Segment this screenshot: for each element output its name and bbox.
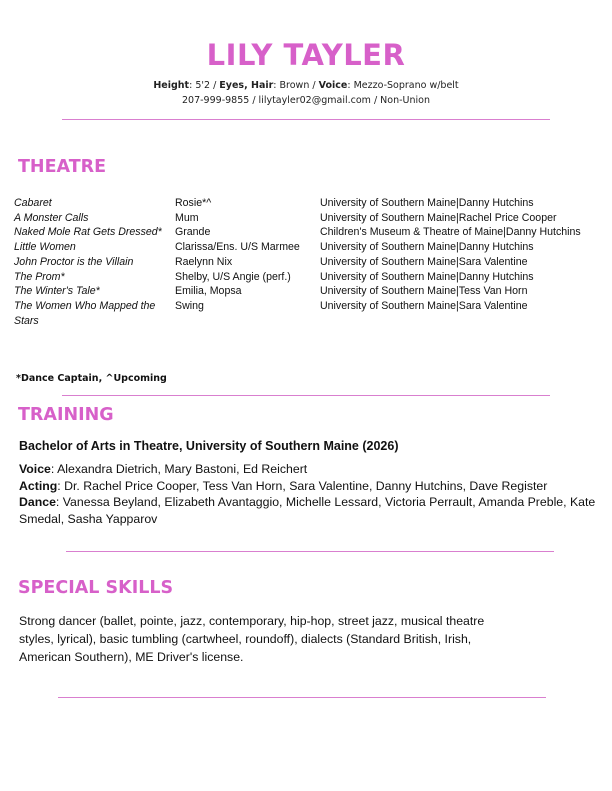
- voice-label: Voice: [318, 80, 348, 91]
- credit-show: Cabaret: [14, 197, 52, 209]
- credit-role: Emilia, Mopsa: [175, 285, 242, 298]
- contact-line: 207-999-9855 / lilytayler02@gmail.com / Non-Union: [182, 95, 430, 106]
- credit-role: Clarissa/Ens. U/S Marmee: [175, 241, 300, 254]
- divider: [62, 119, 550, 120]
- divider: [62, 395, 550, 396]
- credit-show: The Winter's Tale*: [14, 285, 100, 298]
- credit-venue: University of Southern Maine|Rachel Price Cooper: [320, 211, 557, 224]
- credit-role: Shelby, U/S Angie (perf.): [175, 270, 291, 283]
- credit-venue: Children's Museum & Theatre of Maine|Danny Hutchins: [320, 226, 581, 239]
- divider: [66, 551, 554, 552]
- voice-training: Voice: Alexandra Dietrich, Mary Bastoni, Ed Reichert: [19, 462, 308, 476]
- resume-name: LILY TAYLER: [206, 38, 406, 72]
- credit-show: Naked Mole Rat Gets Dressed*: [14, 226, 162, 239]
- special-skills-text: Strong dancer (ballet, pointe, jazz, contemporary, hip-hop, street jazz, musical theatre styles, lyrical), basic tumbling (cartwheel, roundoff), dialects (Standard British, Irish, American Southern), ME Driver's license.: [19, 614, 485, 664]
- credit-venue: University of Southern Maine|Sara Valentine: [320, 299, 528, 312]
- acting-training: Acting: Dr. Rachel Price Cooper, Tess Van Horn, Sara Valentine, Danny Hutchins, Dave Register: [19, 478, 548, 493]
- credit-venue: University of Southern Maine|Sara Valentine: [320, 255, 528, 268]
- credit-show: The Prom*: [14, 270, 65, 283]
- credit-role: Swing: [175, 299, 204, 312]
- role-column: [175, 196, 320, 314]
- credit-show: Little Women: [14, 241, 76, 254]
- show-column: [14, 196, 174, 328]
- credit-venue: University of Southern Maine|Danny Hutchins: [320, 270, 534, 283]
- eyes-hair-value: Brown: [279, 80, 310, 91]
- credit-venue: University of Southern Maine|Tess Van Horn: [320, 285, 528, 298]
- credit-show: The Women Who Mapped the Stars: [14, 299, 156, 327]
- eyes-hair-label: Eyes, Hair: [219, 80, 274, 91]
- height-value: 5'2: [195, 80, 211, 91]
- footnote: *Dance Captain, ^Upcoming: [16, 373, 167, 384]
- degree: Bachelor of Arts in Theatre, University of Southern Maine (2026): [19, 439, 399, 453]
- theatre-heading: THEATRE: [18, 157, 107, 177]
- credit-venue: University of Southern Maine|Danny Hutchins: [320, 241, 534, 254]
- training-details: [19, 461, 604, 527]
- height-label: Height: [153, 80, 190, 91]
- divider: [58, 697, 546, 698]
- credit-role: Mum: [175, 211, 199, 224]
- credit-role: Raelynn Nix: [175, 255, 233, 268]
- credit-show: A Monster Calls: [14, 211, 89, 224]
- skills-heading: SPECIAL SKILLS: [18, 578, 174, 598]
- credit-venue: University of Southern Maine|Danny Hutchins: [320, 197, 534, 209]
- venue-column: [320, 196, 610, 314]
- credit-show: John Proctor is the Villain: [14, 255, 134, 268]
- credit-role: Rosie*^: [175, 197, 212, 209]
- physical-stats: Height: 5'2 / Eyes, Hair: Brown / Voice: Mezzo-Soprano w/belt: [153, 80, 459, 91]
- voice-value: Mezzo-Soprano w/belt: [353, 80, 459, 91]
- credit-role: Grande: [175, 226, 211, 239]
- training-heading: TRAINING: [18, 405, 114, 425]
- dance-training: Dance: Vanessa Beyland, Elizabeth Avantaggio, Michelle Lessard, Victoria Perrault, Amanda Preble, Kate Smedal, Sasha Yapparov: [19, 495, 596, 526]
